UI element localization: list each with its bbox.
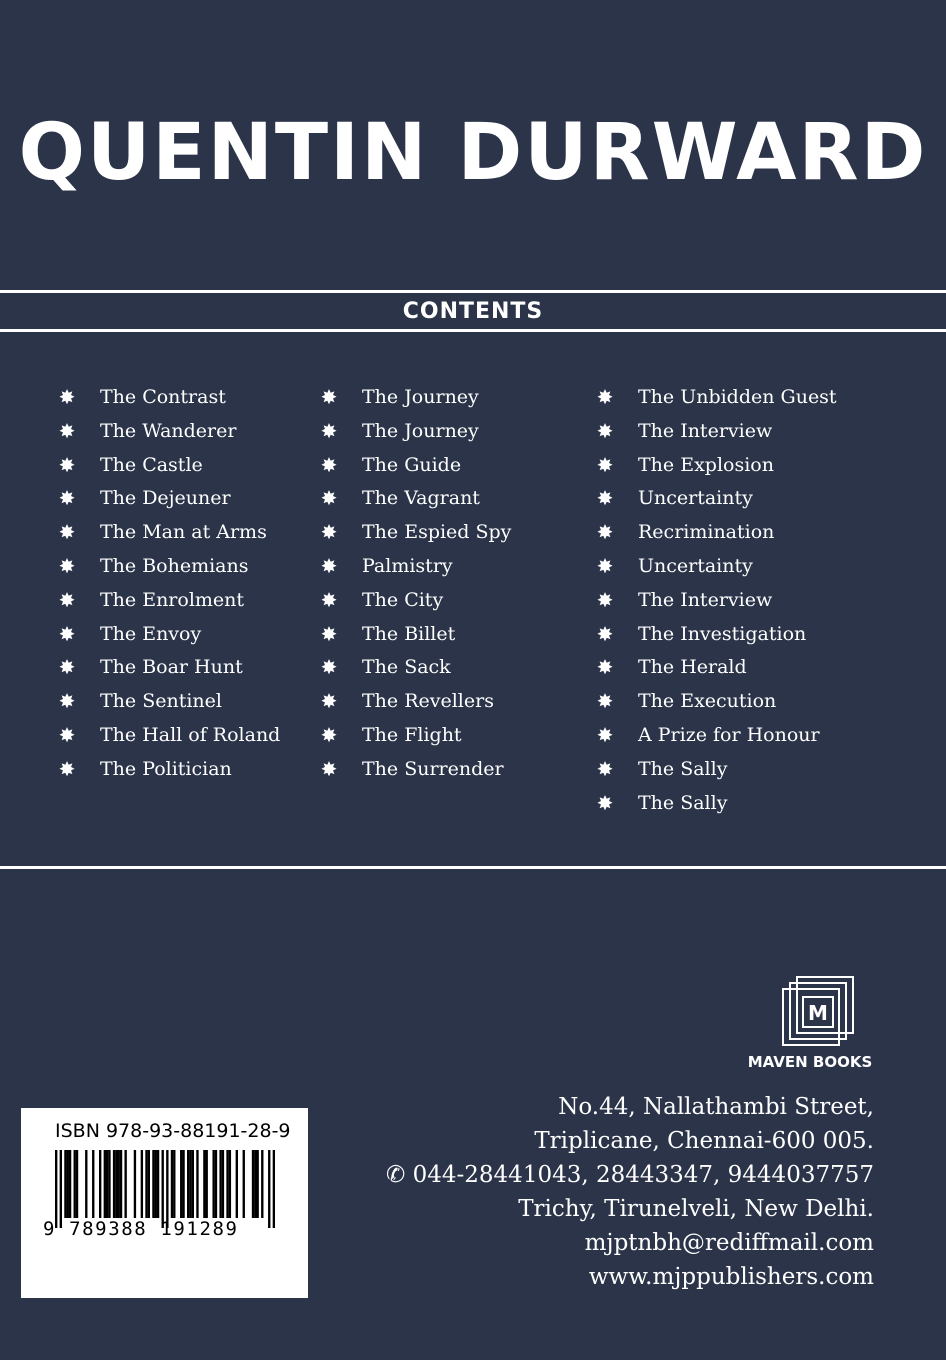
address-line: Triplicane, Chennai-600 005.: [534, 1128, 874, 1154]
barcode-bar: [141, 1150, 143, 1218]
barcode-bar: [206, 1150, 208, 1218]
chapter-title: The Journey: [362, 419, 479, 442]
star-bullet-icon: ✸: [596, 452, 614, 477]
barcode-bar: [180, 1150, 182, 1218]
star-bullet-icon: ✸: [58, 385, 76, 409]
chapter-title: The Envoy: [100, 622, 202, 645]
chapter-title: Recrimination: [638, 521, 775, 544]
star-bullet-icon: ✸: [58, 756, 76, 781]
barcode-bar: [196, 1150, 198, 1218]
chapter-title: The Enrolment: [100, 588, 245, 611]
barcode-bar: [166, 1150, 168, 1228]
barcode-bar: [155, 1150, 157, 1218]
email-line: mjptnbh@rediffmail.com: [584, 1230, 874, 1256]
chapter-title: Uncertainty: [638, 487, 753, 510]
star-bullet-icon: ✸: [596, 520, 614, 545]
star-bullet-icon: ✸: [58, 486, 76, 511]
star-bullet-icon: ✸: [596, 756, 614, 781]
contents-top-rule: [0, 290, 946, 293]
barcode-bar: [124, 1150, 126, 1218]
barcode-bar: [187, 1150, 189, 1218]
barcode-bar: [222, 1150, 224, 1218]
chapter-title: The Guide: [362, 453, 462, 476]
star-bullet-icon: ✸: [320, 486, 338, 511]
chapter-title: The Surrender: [362, 757, 504, 780]
barcode-bar: [215, 1150, 217, 1218]
barcode-bar: [256, 1150, 258, 1218]
chapter-title: The Man at Arms: [100, 521, 267, 544]
barcode-bar: [148, 1150, 150, 1218]
star-bullet-icon: ✸: [320, 722, 338, 747]
barcode-digits: 9 789388 191289: [43, 1218, 239, 1240]
chapter-title: The Flight: [362, 723, 462, 746]
star-bullet-icon: ✸: [320, 621, 338, 646]
barcode-bar: [134, 1150, 136, 1218]
chapter-title: The Contrast: [100, 386, 226, 408]
barcode-bar: [252, 1150, 254, 1218]
website-line: www.mjppublishers.com: [588, 1264, 874, 1290]
barcode-bar: [120, 1150, 122, 1218]
barcode-bar: [60, 1150, 62, 1228]
barcode-bar: [189, 1150, 191, 1218]
chapter-title: The Explosion: [638, 453, 774, 476]
chapter-title: The Herald: [638, 656, 747, 679]
barcode-bar: [182, 1150, 184, 1218]
barcode-bar: [254, 1150, 256, 1218]
chapter-title: The Bohemians: [100, 554, 249, 577]
chapter-title: The Sentinel: [100, 690, 222, 713]
contents-heading: CONTENTS: [402, 299, 544, 324]
barcode-bar: [192, 1150, 194, 1218]
star-bullet-icon: ✸: [320, 655, 338, 680]
barcode-bar: [67, 1150, 69, 1218]
isbn-box: [21, 1108, 308, 1298]
isbn-barcode: [55, 1150, 275, 1228]
barcode-bar: [203, 1150, 205, 1218]
star-bullet-icon: ✸: [320, 385, 338, 409]
barcode-bar: [113, 1150, 115, 1218]
star-bullet-icon: ✸: [58, 520, 76, 545]
chapter-title: The Interview: [638, 419, 773, 442]
star-bullet-icon: ✸: [596, 722, 614, 747]
star-bullet-icon: ✸: [596, 418, 614, 443]
barcode-bar: [76, 1150, 78, 1218]
barcode-bar: [171, 1150, 173, 1218]
barcode-bar: [145, 1150, 147, 1218]
barcode-bar: [229, 1150, 231, 1218]
barcode-bar: [268, 1150, 270, 1228]
barcode-bar: [173, 1150, 175, 1218]
chapter-title: The Sally: [638, 791, 728, 814]
maven-books-logo: [782, 976, 854, 1048]
star-bullet-icon: ✸: [58, 689, 76, 714]
barcode-bar: [212, 1150, 214, 1218]
barcode-bar: [99, 1150, 101, 1218]
star-bullet-icon: ✸: [596, 385, 614, 409]
publisher-address: [386, 1090, 874, 1294]
chapter-title: The Sally: [638, 757, 728, 780]
contents-bottom-rule: [0, 866, 946, 869]
chapter-title: The Dejeuner: [100, 487, 231, 510]
star-bullet-icon: ✸: [320, 418, 338, 443]
star-bullet-icon: ✸: [58, 621, 76, 646]
chapter-title: The Wanderer: [100, 419, 237, 442]
barcode-bar: [74, 1150, 76, 1218]
star-bullet-icon: ✸: [58, 418, 76, 443]
barcode-bar: [236, 1150, 238, 1218]
barcode-bar: [106, 1150, 108, 1218]
barcode-bar: [104, 1150, 106, 1218]
star-bullet-icon: ✸: [58, 553, 76, 578]
star-bullet-icon: ✸: [596, 655, 614, 680]
barcode-bar: [118, 1150, 120, 1218]
star-bullet-icon: ✸: [320, 756, 338, 781]
publisher-name: MAVEN BOOKS: [747, 1053, 873, 1071]
barcode-bar: [243, 1150, 245, 1218]
barcode-bar: [115, 1150, 117, 1218]
phone-line: ✆ 044-28441043, 28443347, 9444037757: [386, 1162, 874, 1188]
chapter-title: Palmistry: [362, 554, 453, 577]
star-bullet-icon: ✸: [596, 790, 614, 815]
barcode-bar: [219, 1150, 221, 1218]
star-bullet-icon: ✸: [58, 587, 76, 612]
branches-line: Trichy, Tirunelveli, New Delhi.: [518, 1196, 874, 1222]
chapter-title: The Execution: [638, 690, 777, 713]
star-bullet-icon: ✸: [320, 553, 338, 578]
chapter-title: The Castle: [100, 453, 203, 476]
barcode-bar: [55, 1150, 57, 1228]
chapter-title: The Boar Hunt: [100, 656, 243, 679]
barcode-bar: [108, 1150, 110, 1218]
star-bullet-icon: ✸: [320, 452, 338, 477]
star-bullet-icon: ✸: [320, 689, 338, 714]
chapter-title: The City: [362, 588, 444, 611]
barcode-bar: [226, 1150, 228, 1218]
barcode-bar: [69, 1150, 71, 1218]
chapter-title: The Hall of Roland: [100, 723, 281, 746]
chapter-title: The Interview: [638, 588, 773, 611]
barcode-bar: [273, 1150, 275, 1228]
barcode-bar: [64, 1150, 66, 1218]
chapter-title: The Vagrant: [362, 487, 480, 510]
chapter-title: The Unbidden Guest: [638, 386, 837, 408]
star-bullet-icon: ✸: [58, 655, 76, 680]
star-bullet-icon: ✸: [596, 689, 614, 714]
chapter-title: A Prize for Honour: [638, 723, 820, 746]
star-bullet-icon: ✸: [596, 621, 614, 646]
chapter-title: The Investigation: [638, 622, 807, 645]
isbn-label: ISBN 978-93-88191-28-9: [55, 1120, 291, 1142]
star-bullet-icon: ✸: [320, 520, 338, 545]
address-line: No.44, Nallathambi Street,: [558, 1094, 874, 1120]
barcode-bar: [92, 1150, 94, 1218]
star-bullet-icon: ✸: [58, 722, 76, 747]
barcode-bar: [162, 1150, 164, 1228]
barcode-bar: [261, 1150, 263, 1218]
barcode-bar: [152, 1150, 154, 1218]
chapter-title: Uncertainty: [638, 554, 753, 577]
star-bullet-icon: ✸: [596, 587, 614, 612]
chapter-title: The Sack: [362, 656, 451, 679]
barcode-bar: [85, 1150, 87, 1218]
chapter-title: The Journey: [362, 386, 479, 408]
barcode-bar: [157, 1150, 159, 1218]
logo-letter: M: [808, 1001, 828, 1025]
star-bullet-icon: ✸: [320, 587, 338, 612]
contents-header-rule: [0, 329, 946, 332]
star-bullet-icon: ✸: [596, 553, 614, 578]
star-bullet-icon: ✸: [58, 452, 76, 477]
chapter-title: The Espied Spy: [362, 521, 512, 544]
chapter-title: The Billet: [362, 622, 456, 645]
chapter-title: The Revellers: [362, 690, 494, 713]
star-bullet-icon: ✸: [596, 486, 614, 511]
book-title: QUENTIN DURWARD: [18, 108, 928, 198]
chapter-title: The Politician: [100, 757, 232, 780]
